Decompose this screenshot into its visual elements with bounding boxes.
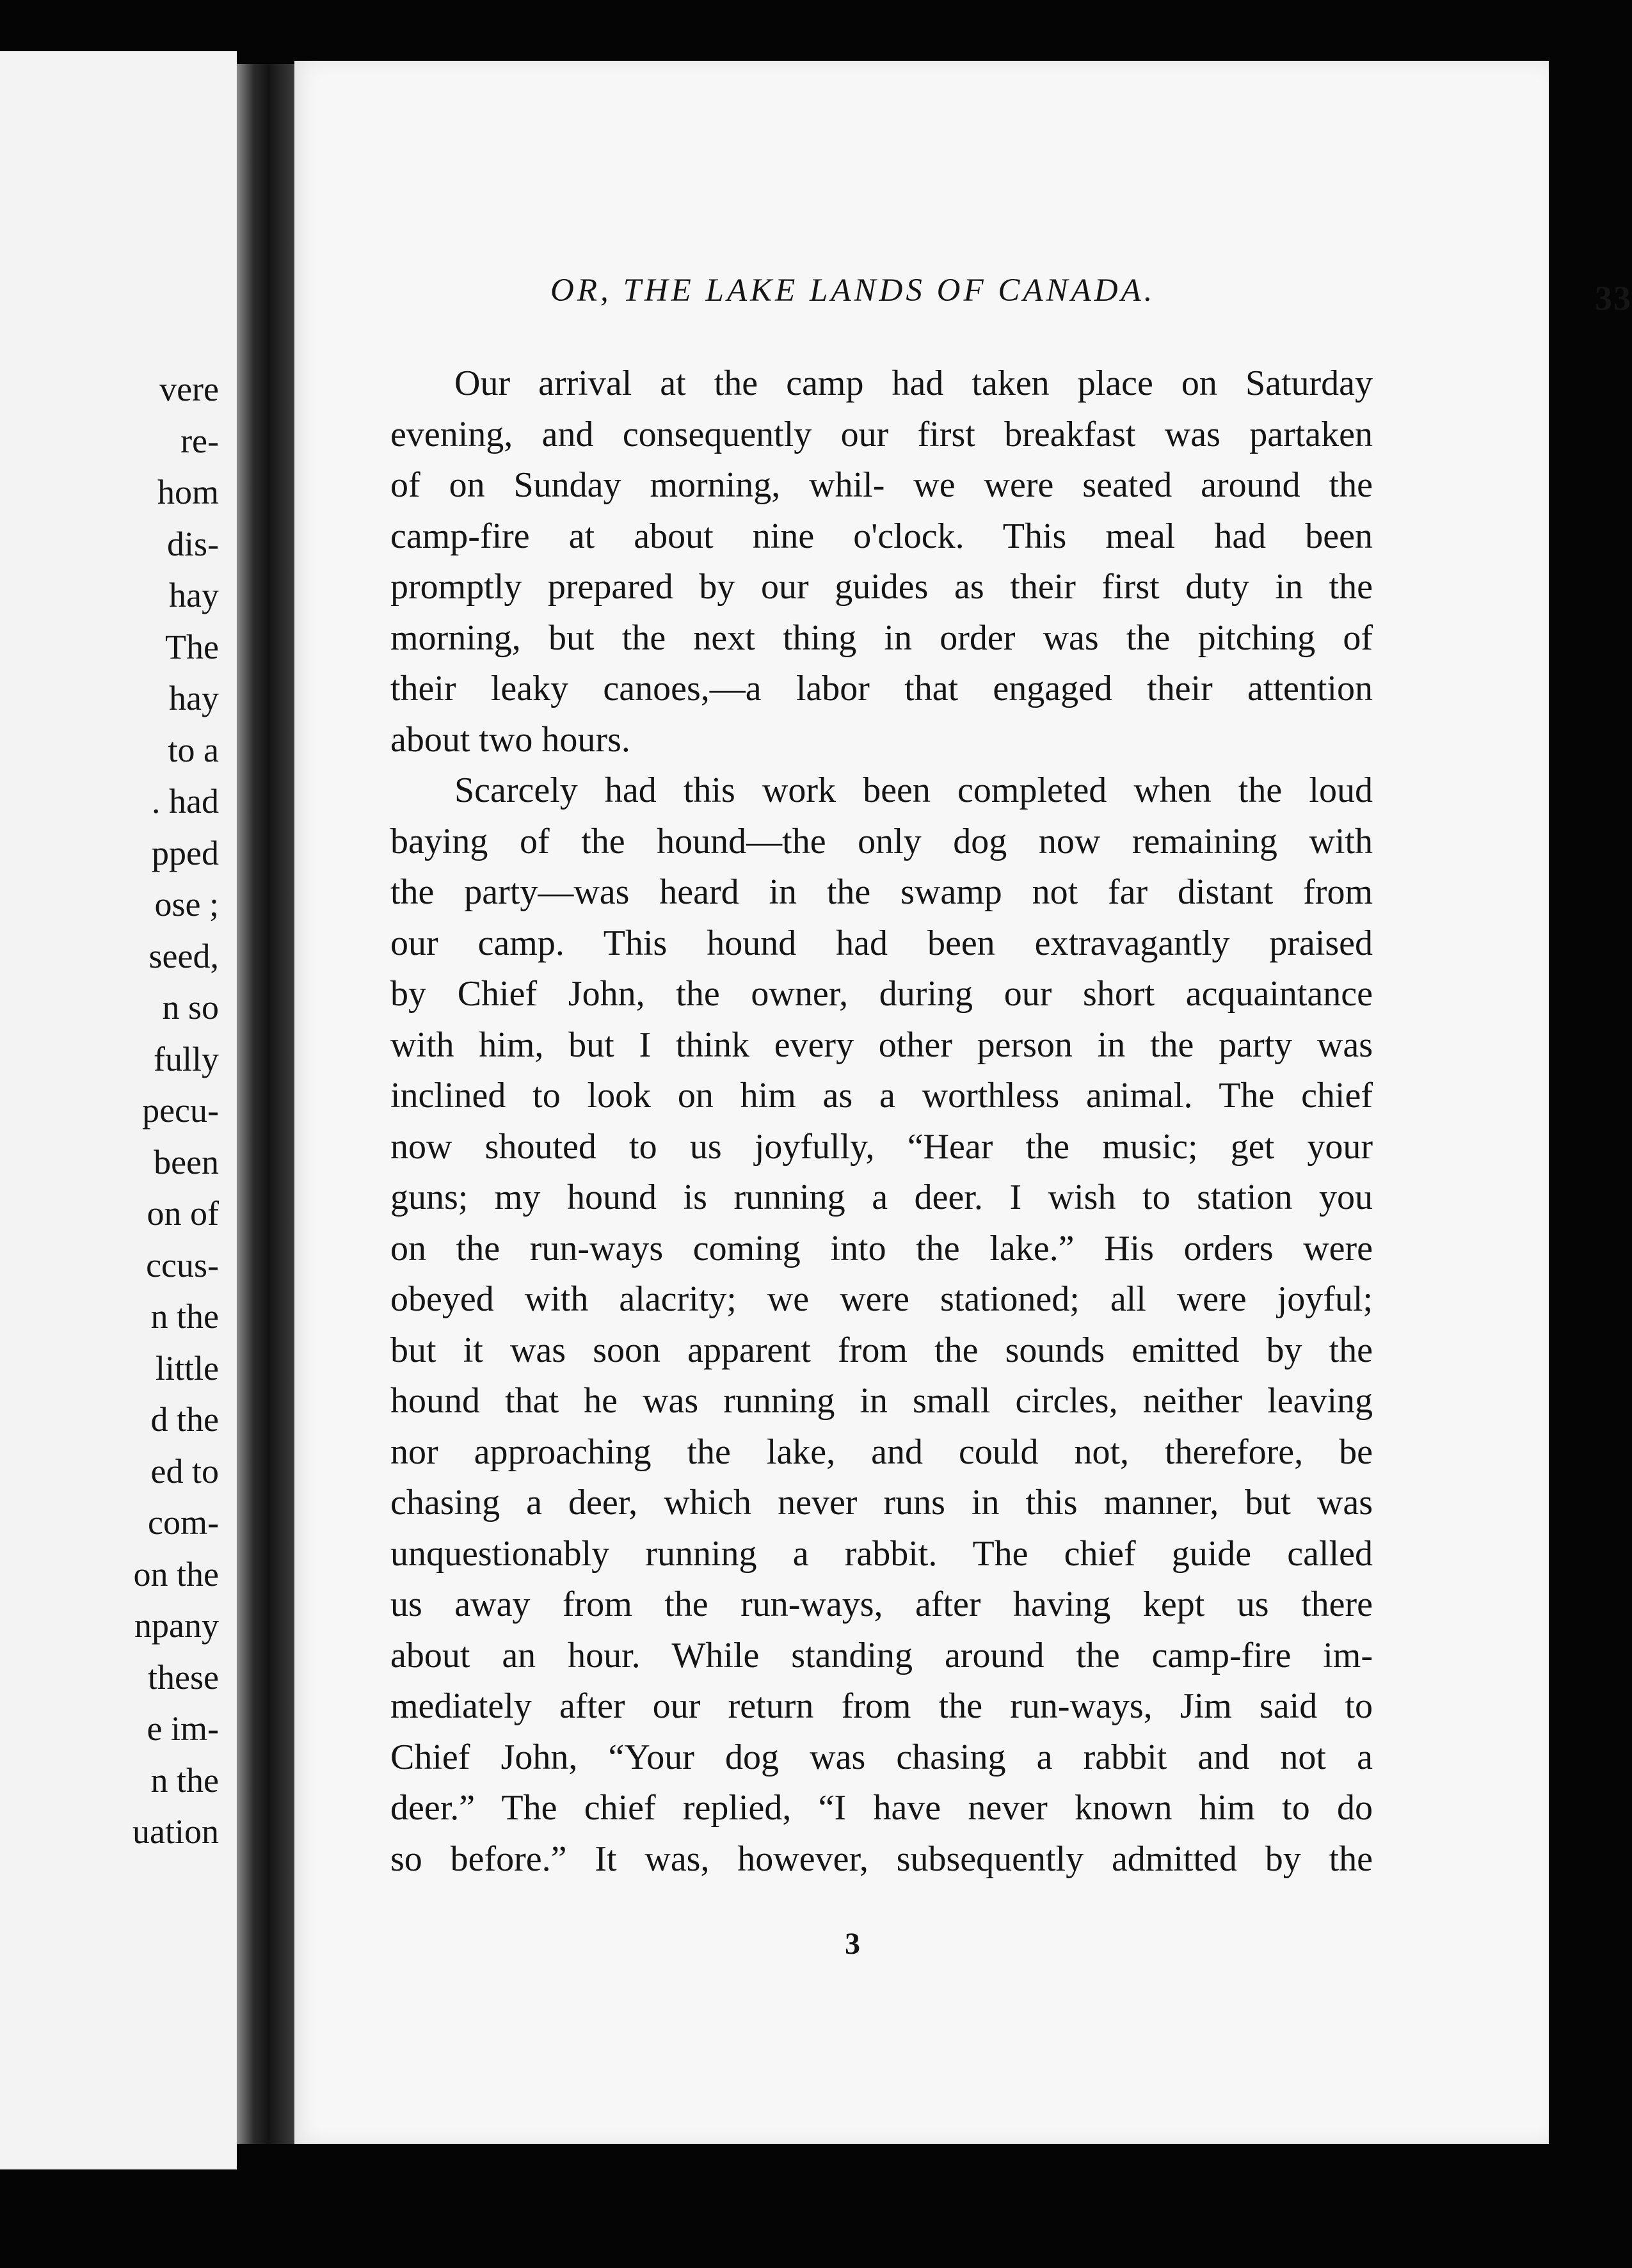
text-line: about an hour. While standing around the camp-fire im- — [390, 1635, 1373, 1675]
facing-line: on of — [147, 1194, 219, 1233]
facing-line: The — [165, 627, 219, 666]
facing-line: hom — [157, 473, 219, 511]
text-line: camp-fire at about nine o'clock. This meal had been — [390, 516, 1373, 556]
text-line: so before.” It was, however, subsequently admitted by the — [390, 1839, 1373, 1879]
text-line: their leaky canoes,—a labor that engaged their attention — [390, 669, 1373, 708]
facing-page-text — [1, 363, 219, 1858]
facing-line: pped — [152, 833, 219, 872]
scan-border — [0, 2172, 1586, 2268]
facing-line: d the — [150, 1400, 219, 1439]
text-line: about two hours. — [390, 719, 630, 760]
facing-line: ed to — [150, 1451, 219, 1490]
text-line: baying of the hound—the only dog now remaining with — [390, 821, 1373, 861]
facing-line: com- — [148, 1503, 219, 1542]
text-line: but it was soon apparent from the sounds emitted by the — [390, 1330, 1373, 1370]
facing-line: to a — [168, 730, 219, 769]
facing-line: hay — [169, 679, 219, 717]
text-line: nor approaching the lake, and could not, therefore, be — [390, 1432, 1373, 1472]
paragraph-2 — [390, 765, 1373, 1885]
body-text — [390, 358, 1373, 1885]
text-line: evening, and consequently our first breakfast was partaken — [390, 414, 1373, 454]
page-number: 33 — [1595, 279, 1632, 317]
text-line: mediately after our return from the run-ways, Jim said to — [390, 1686, 1373, 1726]
facing-line: n so — [162, 988, 219, 1026]
facing-line: ose ; — [154, 885, 219, 923]
paragraph-1 — [390, 358, 1373, 765]
facing-line: uation — [132, 1812, 219, 1851]
text-line: promptly prepared by our guides as their first duty in the — [390, 567, 1373, 607]
text-line: deer.” The chief replied, “I have never known him to do — [390, 1788, 1373, 1828]
text-line: of on Sunday morning, whil- we were seated around the — [390, 465, 1373, 505]
text-line: Our arrival at the camp had taken place on Saturday — [454, 363, 1373, 403]
signature-mark: 3 — [845, 1927, 860, 1961]
facing-line: hay — [169, 576, 219, 614]
facing-line: on the — [133, 1554, 219, 1593]
running-title: OR, THE LAKE LANDS OF CANADA. — [550, 273, 1156, 308]
text-line: hound that he was running in small circles, neither leaving — [390, 1381, 1373, 1421]
text-line: unquestionably running a rabbit. The chief guide called — [390, 1533, 1373, 1574]
text-line: now shouted to us joyfully, “Hear the music; get your — [390, 1126, 1373, 1167]
facing-line: these — [148, 1657, 219, 1697]
text-line: us away from the run-ways, after having kept us there — [390, 1585, 1373, 1624]
text-line: guns; my hound is running a deer. I wish to station you — [390, 1178, 1373, 1217]
text-line: chasing a deer, which never runs in this manner, but was — [390, 1483, 1373, 1522]
facing-line: seed, — [148, 936, 219, 975]
text-line: morning, but the next thing in order was the pitching of — [390, 618, 1373, 658]
text-line: inclined to look on him as a worthless animal. The chief — [390, 1076, 1373, 1115]
facing-page — [0, 51, 237, 2169]
text-line: the party—was heard in the swamp not far distant from — [390, 872, 1373, 912]
facing-line: . had — [152, 782, 219, 820]
text-line: obeyed with alacrity; we were stationed; all were joyful; — [390, 1279, 1373, 1319]
facing-line: vere — [159, 370, 219, 408]
facing-line: re- — [180, 421, 219, 460]
text-line: on the run-ways coming into the lake.” His orders were — [390, 1228, 1373, 1268]
facing-line: fully — [154, 1039, 219, 1078]
text-line: our camp. This hound had been extravagantly praised — [390, 923, 1373, 963]
facing-line: pecu- — [142, 1091, 219, 1130]
facing-line: dis- — [167, 524, 219, 563]
facing-line: ccus- — [146, 1245, 219, 1284]
facing-line: n the — [150, 1761, 219, 1800]
facing-line: little — [156, 1348, 219, 1387]
facing-line: e im- — [147, 1709, 219, 1748]
facing-line: been — [154, 1142, 219, 1181]
running-head — [550, 272, 1632, 317]
page — [294, 61, 1632, 2144]
facing-line: npany — [134, 1606, 219, 1645]
text-line: Chief John, “Your dog was chasing a rabbit and not a — [390, 1737, 1373, 1777]
facing-line: n the — [150, 1297, 219, 1336]
text-line: with him, but I think every other person in the party was — [390, 1025, 1373, 1065]
text-line: by Chief John, the owner, during our short acquaintance — [390, 974, 1373, 1014]
text-line: Scarcely had this work been completed when the loud — [454, 771, 1373, 810]
book-gutter — [237, 64, 294, 2144]
